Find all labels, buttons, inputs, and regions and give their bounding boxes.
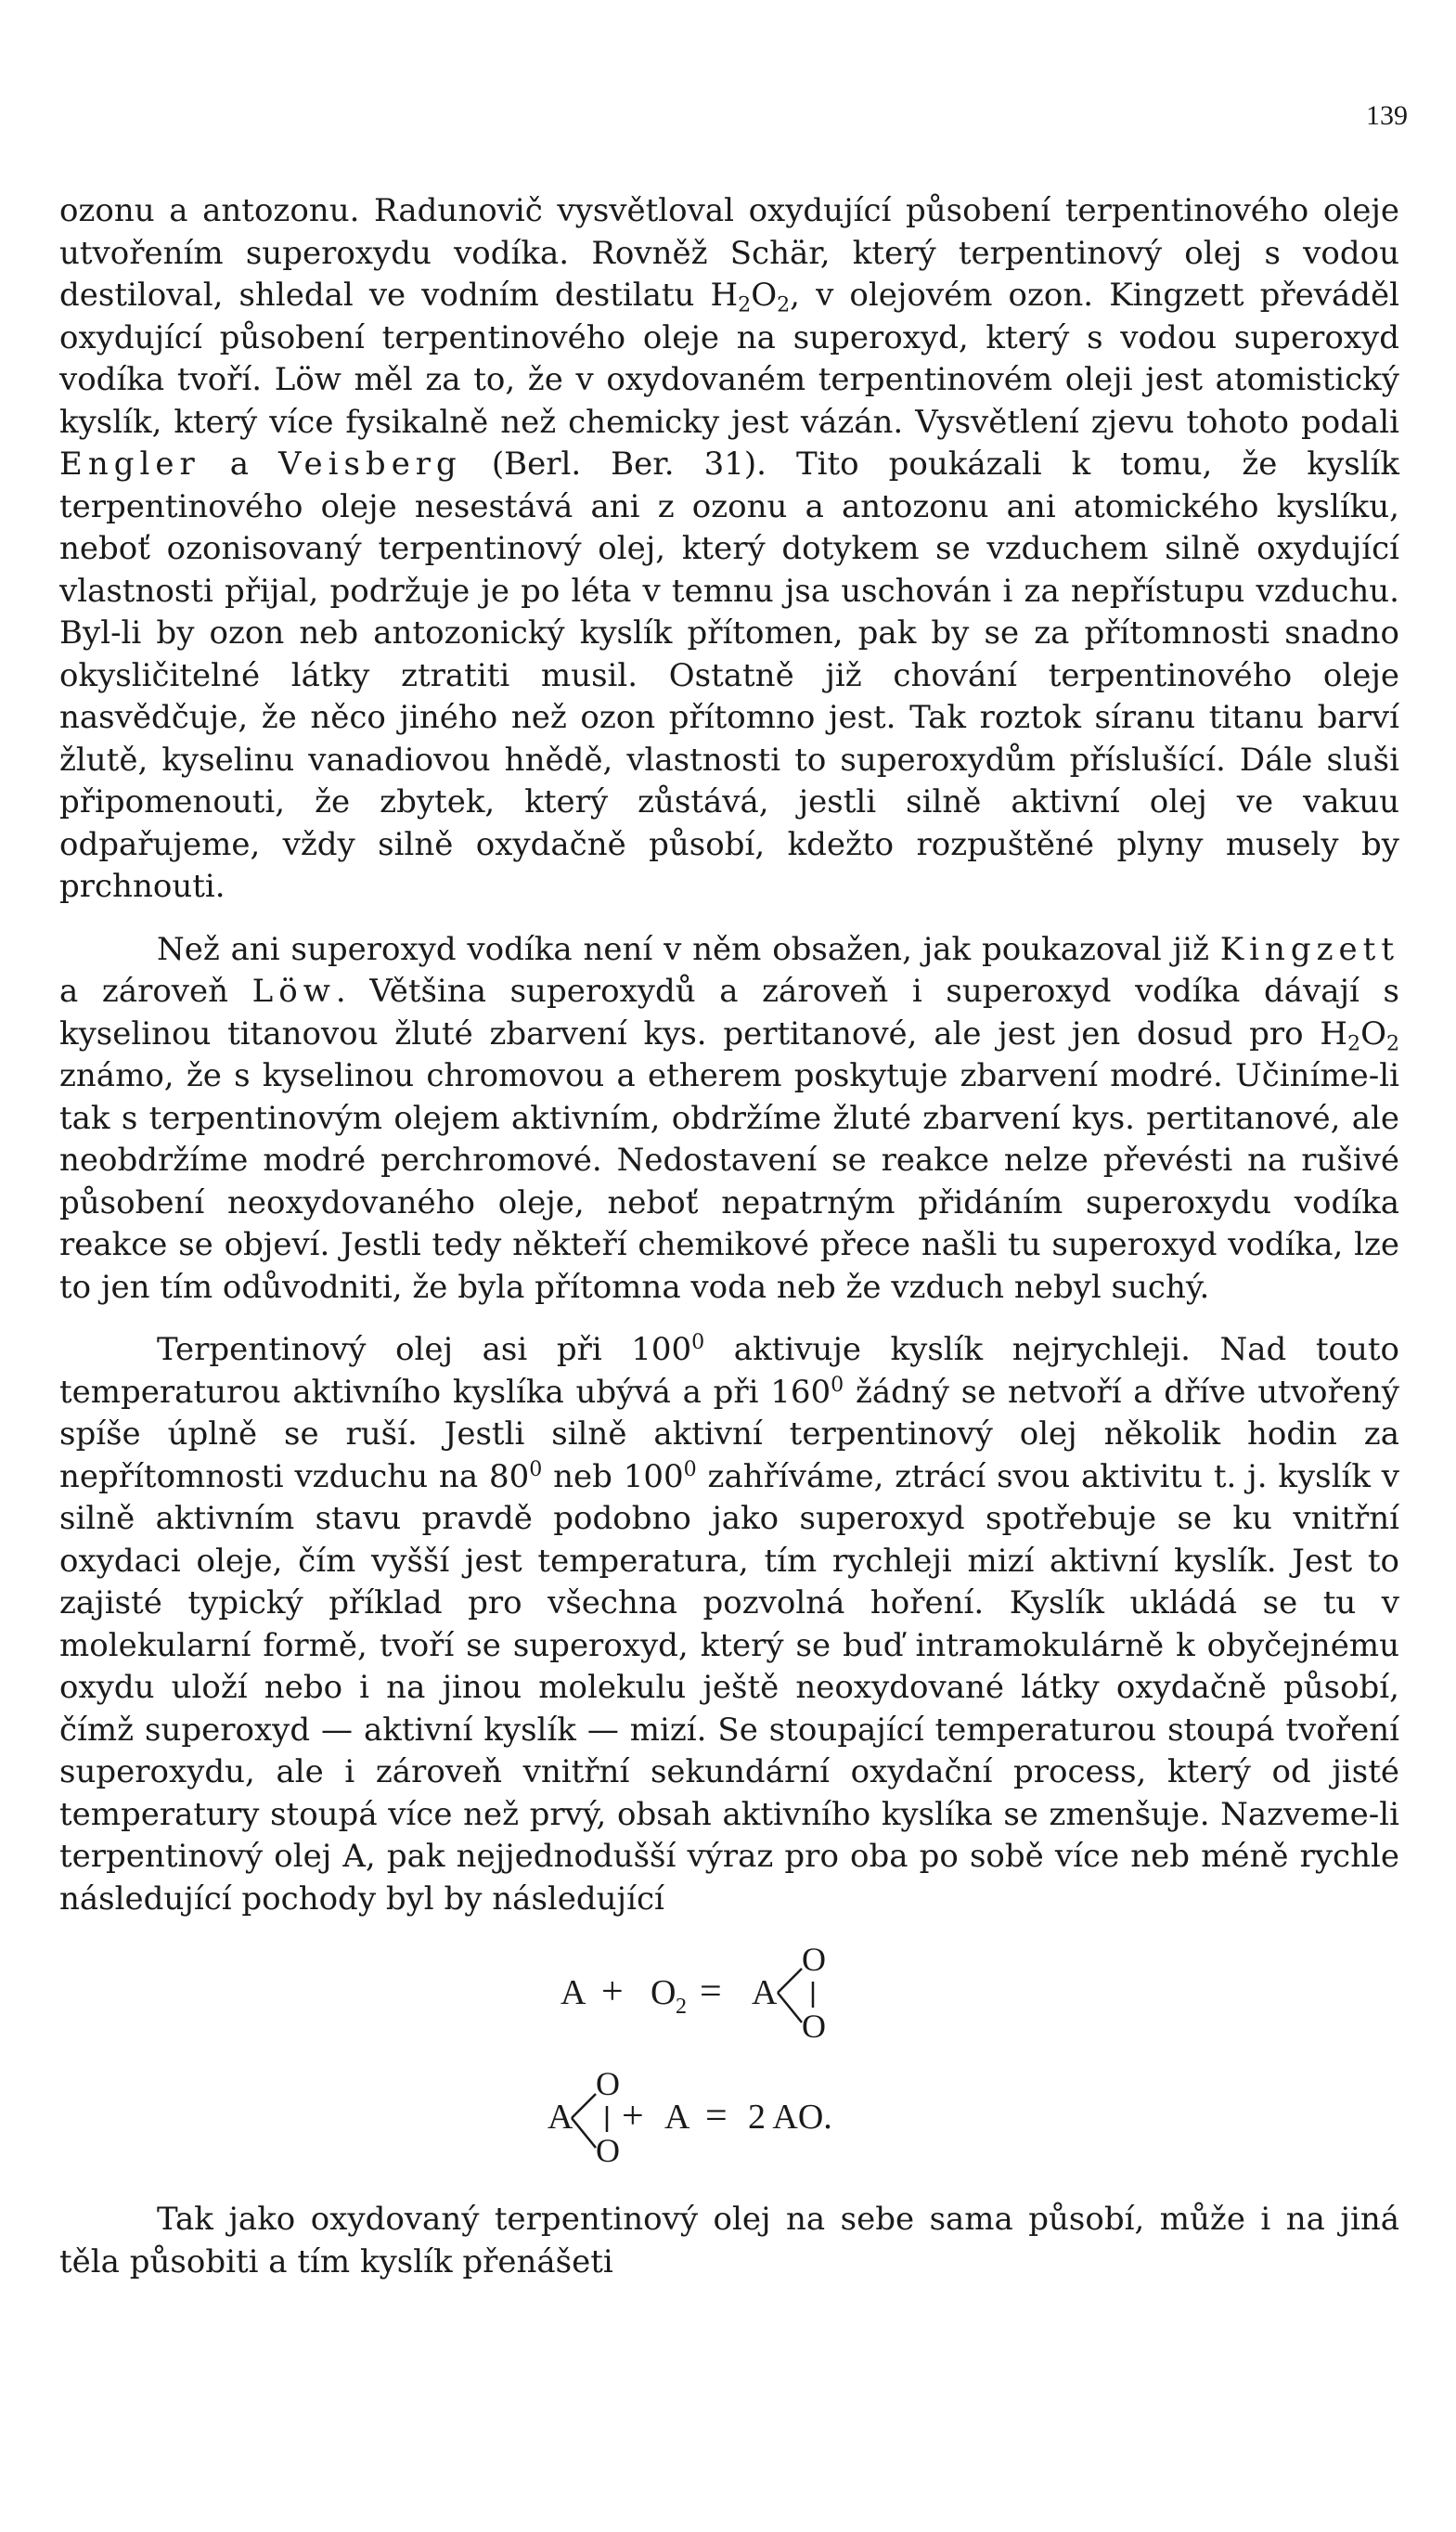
paragraph-1 [59,190,1399,909]
superscript-degree: 0 [529,1456,543,1481]
eq1-plus: + [601,1970,624,2013]
text-run: O [751,277,778,314]
eq1-equals: = [700,1970,722,2013]
text-run: neb 100 [542,1457,684,1495]
page-body [59,190,1399,2357]
eq1-o: O [651,1973,676,2012]
equation-2 [548,2065,832,2169]
paragraph-4: Tak jako oxydovaný terpentinový olej na sebe sama působí, může i na jiná těla působiti a tím kyslík přenášeti [59,2201,1399,2280]
author-name-veisberg: Veisberg [278,446,462,483]
text-run: (Berl. Ber. 31). Tito poukázali k tomu, že kyslík terpentinového oleje nesestává ani z ozonu a antozonu ani atomického kyslíku, neboť ozonisovaný terpentinový olej, který dotykem se vzduchem silně oxydující vlastnosti přijal, podržuje je po léta v temnu jsa uschován i za nepřístupu vzduchu. Byl-li by ozon neb antozonický kyslík přítomen, pak by se za přítomnosti snadno okysličitelné látky ztratiti musil. Ostatně již chování terpentinového oleje nasvědčuje, že něco jiného než ozon přítomno jest. Tak roztok síranu titanu barví žlutě, kyselinu vanadiovou hnědě, vlastnosti to superoxydům příslušící. Dále sluši připomenouti, že zbytek, který zůstává, jestli silně aktivní olej ve vakuu odpařujeme, vždy silně oxydačně působí, kdežto rozpuštěné plyny musely by prchnouti. [59,446,1399,905]
eq1-subscript: 2 [676,1995,687,2019]
eq2-equals: = [705,2095,728,2138]
equation-1 [560,1941,826,2045]
superscript-degree: 0 [831,1372,844,1397]
eq2-plus: + [622,2095,644,2138]
author-name-low: Löw [251,973,336,1010]
eq2-rhs: 2 AO. [748,2098,832,2137]
text-run: ozonu a antozonu. Radunovič vysvětloval oxydující působení terpentinového oleje utvořením superoxydu vodíka. Rovněž Schär, který terpentinový olej s vodou destiloval, shledal ve vodním destilatu H [59,192,1399,314]
eq1-top-o: O [802,1941,826,1978]
eq1-lhs-a: A [560,1973,586,2012]
paragraph-2 [59,929,1399,1310]
eq1-bond-lower [778,1993,802,2022]
subscript: 2 [1385,1031,1399,1056]
subscript: 2 [1347,1031,1361,1056]
text-run: Než ani superoxyd vodíka není v něm obsažen, jak poukazoval již [157,930,1220,968]
eq2-bottom-o: O [596,2132,620,2169]
text-run: , v olejovém ozon. Kingzett převáděl oxydující působení terpentinového oleje na superoxyd, který s vodou superoxyd vodíka tvoří. Löw měl za to, že v oxydovaném terpentinovém oleji jest atomistický kyslík, který více fysikalně než chemicky jest vázán. Vysvětlení zjevu tohoto podali [59,277,1399,441]
page-number: 139 [1366,100,1408,131]
text-run: aktivuje kyslík nejrychleji. Nad touto temperaturou aktivního kyslíka ubývá a při 160 [59,1331,1399,1411]
eq1-rhs-a: A [752,1973,778,2012]
subscript: 2 [777,292,791,317]
eq2-bond-upper [572,2094,596,2118]
eq2-top-o: O [596,2065,620,2102]
author-name-kingzett: Kingzett [1219,930,1399,968]
eq2-lhs-a: A [548,2098,573,2137]
text-run: Terpentinový olej asi při 100 [157,1331,692,1368]
text-run: žádný se netvoří a dříve utvořený spíše úplně se ruší. Jestli silně aktivní terpentinový olej několik hodin za nepřítomnosti vzduchu na 80 [59,1373,1399,1495]
author-name-engler: Engler [59,446,200,483]
text-run: známo, že s kyselinou chromovou a etherem poskytuje zbarvení modré. Učiníme-li tak s terpentinovým olejem aktivním, obdržíme žluté zbarvení kys. pertitanové, ale neobdržíme modré perchromové. Nedostavení se reakce nelze převésti na rušivé působení neoxydovaného oleje, neboť nepatrným přidáním superoxydu vodíka reakce se objeví. Jestli tedy někteří chemikové přece našli tu superoxyd vodíka, lze to jen tím odůvodniti, že byla přítomna voda neb že vzduch nebyl suchý. [59,1057,1399,1306]
chemical-equations [59,1930,1399,2357]
text-run: O [1360,1014,1386,1053]
text-run: . Většina superoxydů a zároveň i superoxyd vodíka dávají s kyselinou titanovou žluté zbarvení kys. pertitanové, ale jest jen dosud pro H [59,973,1399,1053]
text-run: a zároveň [59,973,252,1010]
eq2-bond-lower [572,2118,596,2148]
subscript: 2 [738,292,752,317]
text-run: a [200,446,279,483]
text-run: zahříváme, ztrácí svou aktivitu t. j. kyslík v silně aktivním stavu pravdě podobno jako superoxyd spotřebuje se ku vnitřní oxydaci oleje, čím vyšší jest temperatura, tím rychleji mizí aktivní kyslík. Jest to zajisté typický příklad pro všechna pozvolná hoření. Kyslík ukládá se tu v molekularní formě, tvoří se superoxyd, který se buď intramokulárně k obyčejnému oxydu uloží nebo i na jinou molekulu ještě neoxydované látky oxydačně působí, čímž superoxyd — aktivní kyslík — mizí. Se stoupající temperaturou stoupá tvoření superoxydu, ale i zároveň vnitřní sekundární oxydační process, který od jisté temperatury stoupá více než prvý, obsah aktivního kyslíka se zmenšuje. Nazveme-li terpentinový olej A, pak nejjednodušší výraz pro oba po sobě více neb méně rychle následující pochody byl by následující [59,1457,1399,1918]
eq1-bond-upper [778,1969,802,1993]
eq1-bottom-o: O [802,2008,826,2045]
eq2-a: A [664,2098,690,2137]
superscript-degree: 0 [683,1456,697,1481]
equations-figure [59,1930,1399,2357]
superscript-degree: 0 [691,1329,705,1354]
paragraph-3 [59,1329,1399,1920]
